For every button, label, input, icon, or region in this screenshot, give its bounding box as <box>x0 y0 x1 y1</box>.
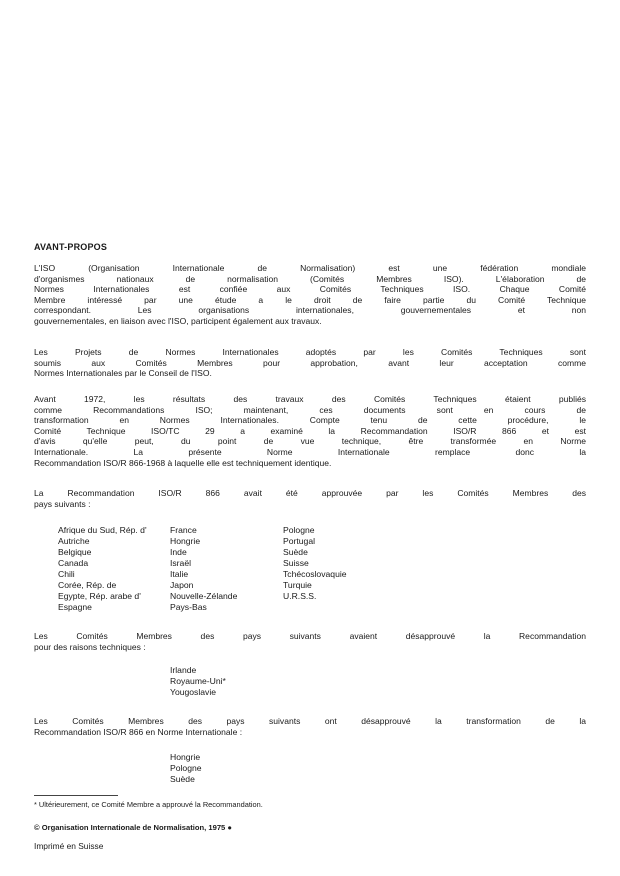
disapproving-countries-list-2 <box>170 752 202 785</box>
country-item: Espagne <box>58 602 92 612</box>
country-item: Belgique <box>58 547 92 557</box>
paragraph-approval <box>34 488 586 509</box>
copyright-notice: © Organisation Internationale de Normalisation, 1975 ● <box>34 823 232 832</box>
country-item: Pologne <box>283 525 315 535</box>
text-line: d'organismes nationaux de normalisation (Comités Membres ISO). L'élaboration de <box>34 273 586 284</box>
country-item: Corée, Rép. de <box>58 580 117 590</box>
paragraph-adoption <box>34 347 586 379</box>
paragraph-intro <box>34 263 586 327</box>
text-line: L'ISO (Organisation Internationale de Normalisation) est une fédération mondiale <box>34 263 586 273</box>
country-item: Suède <box>283 547 308 557</box>
page-heading: AVANT-PROPOS <box>34 242 108 252</box>
text-line: Normes Internationales est confiée aux Comités Techniques ISO. Chaque Comité <box>34 284 586 295</box>
country-item: Royaume-Uni* <box>170 676 226 686</box>
text-line: Internationale. La présente Norme Internationale remplace donc la <box>34 446 586 457</box>
paragraph-disapproval-transformation <box>34 716 586 737</box>
country-item: Canada <box>58 558 89 568</box>
text-line: soumis aux Comités Membres pour approbation, avant leur acceptation comme <box>34 357 586 368</box>
country-item: Yougoslavie <box>170 687 217 697</box>
country-item: Hongrie <box>170 752 201 762</box>
text-line: Les Comités Membres des pays suivants ont désapprouvé la transformation de la <box>34 716 586 726</box>
text-line: comme Recommandations ISO; maintenant, ces documents sont en cours de <box>34 404 586 415</box>
text-line: Normes Internationales par le Conseil de l'ISO. <box>34 368 212 379</box>
country-item: Israël <box>170 558 192 568</box>
text-line: Recommandation ISO/R 866-1968 à laquelle elle est techniquement identique. <box>34 457 332 468</box>
paragraph-disapproval-recommendation <box>34 631 586 652</box>
country-item: Irlande <box>170 665 197 675</box>
paragraph-history <box>34 394 586 468</box>
text-line: correspondant. Les organisations internationales, gouvernementales et non <box>34 305 586 316</box>
country-item: Turquie <box>283 580 312 590</box>
text-line: pays suivants : <box>34 498 91 509</box>
text-line: Les Comités Membres des pays suivants avaient désapprouvé la Recommandation <box>34 631 586 641</box>
text-line: gouvernementales, en liaison avec l'ISO, participent également aux travaux. <box>34 315 322 326</box>
text-line: Avant 1972, les résultats des travaux des Comités Techniques étaient publiés <box>34 394 586 404</box>
country-item: Nouvelle-Zélande <box>170 591 238 601</box>
country-item: Japon <box>170 580 194 590</box>
footnote: * Ultérieurement, ce Comité Membre a approuvé la Recommandation. <box>34 800 263 809</box>
text-line: Membre intéressé par une étude a le droit de faire partie du Comité Technique <box>34 294 586 305</box>
country-item: Suède <box>170 774 195 784</box>
country-item: Egypte, Rép. arabe d' <box>58 591 141 601</box>
printed-in-notice: Imprimé en Suisse <box>34 841 104 851</box>
country-item: Portugal <box>283 536 316 546</box>
country-item: Hongrie <box>170 536 201 546</box>
disapproving-countries-list-1 <box>170 665 226 698</box>
text-line: Comité Technique ISO/TC 29 a examiné la Recommandation ISO/R 866 et est <box>34 425 586 436</box>
text-line: transformation en Normes Internationales. Compte tenu de cette procédure, le <box>34 415 586 426</box>
country-item: Suisse <box>283 558 309 568</box>
country-item: Inde <box>170 547 187 557</box>
text-line: pour des raisons techniques : <box>34 641 146 652</box>
country-item: France <box>170 525 197 535</box>
country-list-column-2 <box>170 525 237 613</box>
country-item: U.R.S.S. <box>283 591 317 601</box>
country-item: Afrique du Sud, Rép. d' <box>58 525 147 535</box>
country-item: Pologne <box>170 763 202 773</box>
text-line: Les Projets de Normes Internationales adoptés par les Comités Techniques sont <box>34 347 586 357</box>
country-item: Chili <box>58 569 75 579</box>
country-list-column-3 <box>283 525 347 602</box>
country-item: Pays-Bas <box>170 602 207 612</box>
country-list-column-1 <box>58 525 147 613</box>
footnote-divider <box>34 795 118 796</box>
country-item: Tchécoslovaquie <box>283 569 347 579</box>
country-item: Italie <box>170 569 189 579</box>
text-line: d'avis qu'elle peut, du point de vue technique, être transformée en Norme <box>34 436 586 447</box>
text-line: Recommandation ISO/R 866 en Norme Internationale : <box>34 726 243 737</box>
country-item: Autriche <box>58 536 90 546</box>
text-line: La Recommandation ISO/R 866 avait été approuvée par les Comités Membres des <box>34 488 586 498</box>
